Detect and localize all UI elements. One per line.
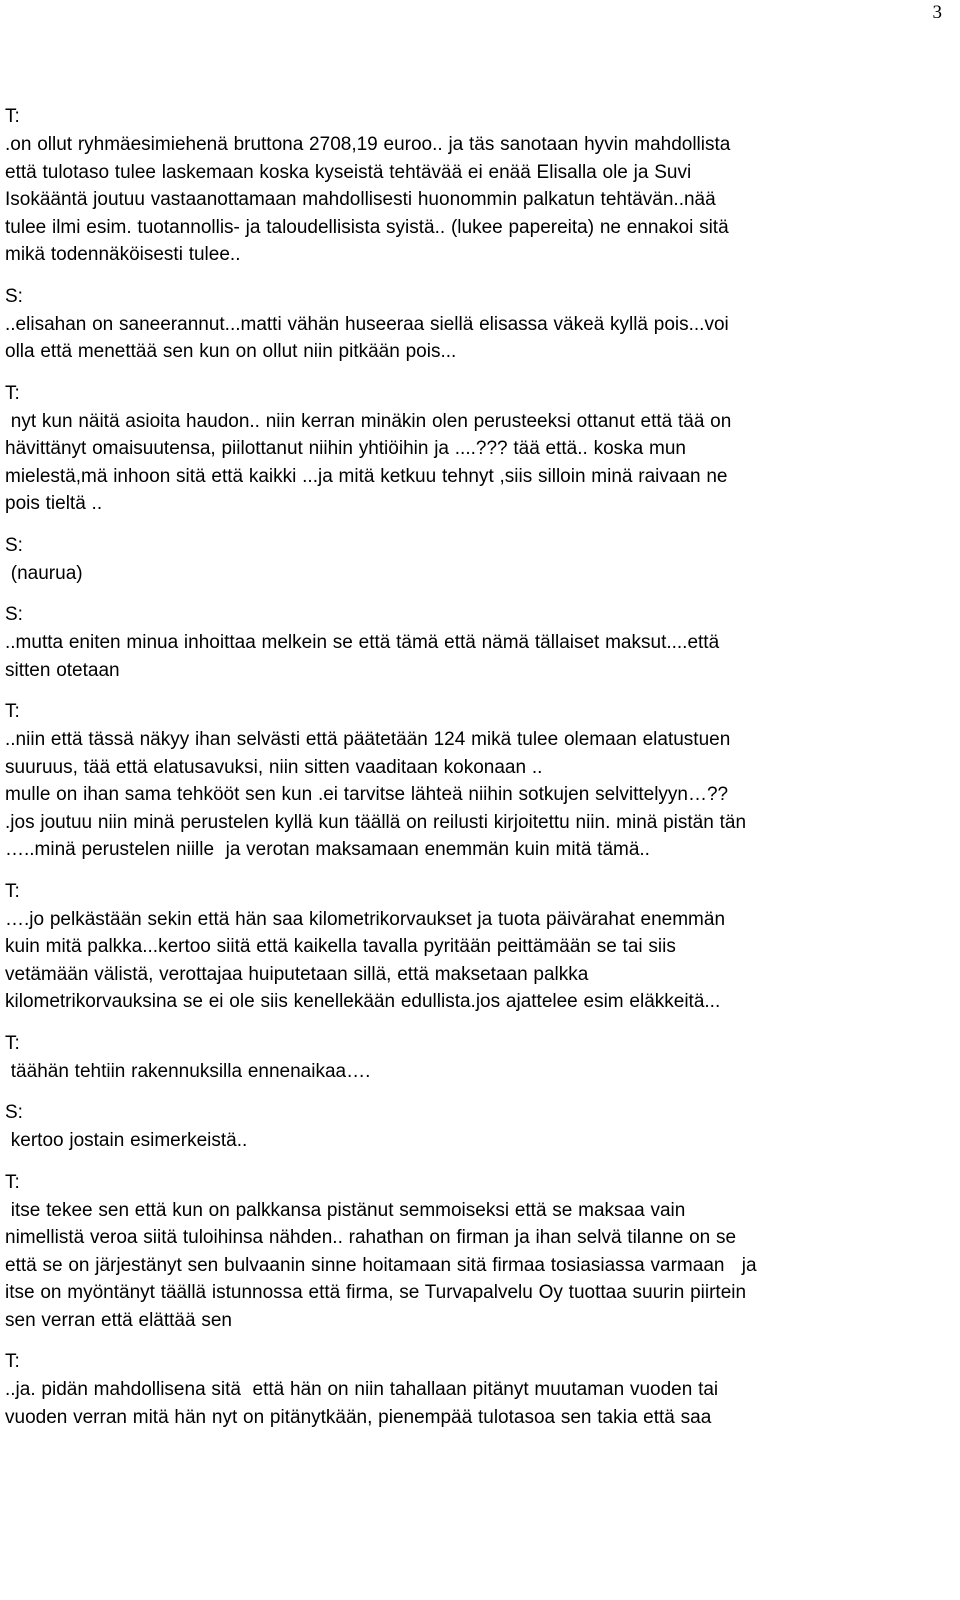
transcript-block — [5, 103, 945, 269]
utterance-text: täähän tehtiin rakennuksilla ennenaikaa…. — [5, 1060, 371, 1082]
speaker-label: S: — [5, 604, 23, 625]
utterance-text: ..niin että tässä näkyy ihan selvästi että päätetään 124 mikä tulee olemaan elatustuen suuruus, tää että elatusavuksi, niin sitten vaaditaan kokonaan .. mulle on ihan sama tehkööt sen kun .ei tarvitse lähteä niihin sotkujen selvittelyyn…?? .jos joutuu niin minä perustelen kyllä kun täällä on reilusti kirjoitettu niin. minä pistän tän …..minä perustelen niille ja verotan maksamaan enemmän kuin mitä tämä.. — [5, 729, 747, 860]
utterance-text: itse tekee sen että kun on palkkansa pistänut semmoiseksi että se maksaa vain nimellistä veroa siitä tuloihinsa nähden.. rahathan on firman ja ihan selvä tilanne on se että se on järjestänyt sen bulvaanin sinne hoitamaan sitä firmaa tosiasiassa varmaan ja itse on myöntänyt täällä istunnossa että firma, se Turvapalvelu Oy tuottaa suurin piirtein sen verran että elättää sen — [5, 1199, 757, 1331]
speaker-label: S: — [5, 1102, 23, 1123]
transcript-block — [5, 1099, 945, 1155]
utterance-text: ..mutta eniten minua inhoittaa melkein se että tämä että nämä tällaiset maksut....että sitten otetaan — [5, 632, 720, 681]
utterance-text: ..ja. pidän mahdollisena sitä että hän on niin tahallaan pitänyt muutaman vuoden tai vuoden verran mitä hän nyt on pitänytkään, pienempää tulotasoa sen takia että saa — [5, 1379, 719, 1428]
transcript-block — [5, 601, 945, 684]
speaker-label: T: — [5, 382, 20, 404]
transcript-block — [5, 380, 945, 518]
transcript-block — [5, 283, 945, 366]
speaker-label: T: — [5, 1351, 20, 1372]
transcript-block — [5, 1169, 945, 1335]
speaker-label: T: — [5, 1171, 20, 1193]
transcript-page — [5, 103, 945, 1445]
speaker-label: T: — [5, 1032, 20, 1054]
speaker-label: S: — [5, 534, 23, 556]
transcript-block — [5, 878, 945, 1016]
speaker-label: T: — [5, 701, 20, 722]
utterance-text: (naurua) — [5, 562, 83, 584]
transcript-block — [5, 698, 945, 864]
utterance-text: ..elisahan on saneerannut...matti vähän huseeraa siellä elisassa väkeä kyllä pois...voi olla että menettää sen kun on ollut niin pitkään pois... — [5, 313, 729, 362]
utterance-text: ….jo pelkästään sekin että hän saa kilometrikorvaukset ja tuota päivärahat enemmän kuin mitä palkka...kertoo siitä että kaikella tavalla pyritään peittämään se tai siis vetämään välistä, verottajaa huiputetaan sillä, että maksetaan palkka kilometrikorvauksina se ei ole siis kenellekään edullista.jos ajattelee esim eläkkeitä... — [5, 908, 726, 1012]
page-number: 3 — [932, 2, 942, 23]
utterance-text: nyt kun näitä asioita haudon.. niin kerran minäkin olen perusteeksi ottanut että tää on hävittänyt omaisuutensa, piilottanut niihin yhtiöihin ja ....??? tää että.. koska mun mielestä,mä inhoon sitä että kaikki ...ja mitä ketkuu tehnyt ,siis silloin minä raivaan ne pois tieltä .. — [5, 410, 732, 514]
speaker-label: T: — [5, 106, 20, 127]
transcript-block — [5, 1030, 945, 1086]
utterance-text: .on ollut ryhmäesimiehenä bruttona 2708,19 euroo.. ja täs sanotaan hyvin mahdollista että tulotaso tulee laskemaan koska kyseistä tehtävää ei enää Elisalla ole ja Suvi Isokääntä joutuu vastaanottamaan mahdollisesti huonommin palkatun tehtävän..nää tulee ilmi esim. tuotannollis- ja taloudellisista syistä.. (lukee papereita) ne ennakoi sitä mikä todennäköisesti tulee.. — [5, 134, 731, 265]
transcript-block — [5, 532, 945, 588]
utterance-text: kertoo jostain esimerkeistä.. — [5, 1130, 248, 1151]
speaker-label: S: — [5, 285, 23, 307]
speaker-label: T: — [5, 880, 20, 902]
transcript-block — [5, 1348, 945, 1431]
